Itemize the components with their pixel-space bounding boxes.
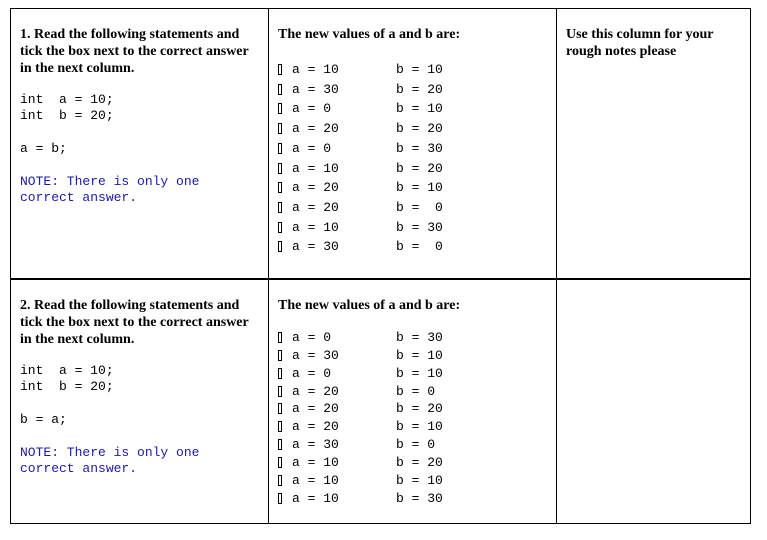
tick-box[interactable] [278, 163, 282, 174]
tick-box[interactable] [278, 64, 282, 75]
tick-box[interactable] [278, 222, 282, 233]
answer-option[interactable] [278, 101, 458, 117]
answer-option[interactable] [278, 62, 458, 78]
option-b-value: b = 30 [396, 330, 443, 345]
answer-option[interactable] [278, 161, 458, 177]
option-a-value: a = 20 [292, 180, 339, 195]
option-a-value: a = 10 [292, 220, 339, 235]
option-b-value: b = 0 [396, 239, 443, 254]
option-a-value: a = 20 [292, 200, 339, 215]
question-1-code-line-1: int a = 10; [20, 92, 114, 107]
tick-box[interactable] [278, 103, 282, 114]
option-b-value: b = 10 [396, 348, 443, 363]
question-1-answer-heading: The new values of a and b are: [278, 27, 461, 42]
option-b-value: b = 20 [396, 401, 443, 416]
tick-box[interactable] [278, 84, 282, 95]
answer-option[interactable] [278, 330, 458, 346]
question-1-code-line-2: int b = 20; [20, 108, 114, 123]
tick-box[interactable] [278, 350, 282, 361]
option-a-value: a = 0 [292, 366, 332, 381]
tick-box[interactable] [278, 332, 282, 343]
answer-option[interactable] [278, 180, 458, 196]
answer-option[interactable] [278, 401, 458, 417]
tick-box[interactable] [278, 403, 282, 414]
option-b-value: b = 20 [396, 121, 443, 136]
option-b-value: b = 30 [396, 220, 443, 235]
option-b-value: b = 0 [396, 437, 436, 452]
option-a-value: a = 20 [292, 419, 339, 434]
question-2-answer-heading: The new values of a and b are: [278, 298, 461, 313]
answer-option[interactable] [278, 455, 458, 471]
tick-box[interactable] [278, 241, 282, 252]
tick-box[interactable] [278, 493, 282, 504]
tick-box[interactable] [278, 421, 282, 432]
tick-box[interactable] [278, 143, 282, 154]
option-b-value: b = 0 [396, 200, 443, 215]
tick-box[interactable] [278, 386, 282, 397]
question-2-code-line-2: int b = 20; [20, 379, 114, 394]
tick-box[interactable] [278, 202, 282, 213]
option-b-value: b = 20 [396, 161, 443, 176]
option-a-value: a = 30 [292, 348, 339, 363]
answer-option[interactable] [278, 239, 458, 255]
answer-option[interactable] [278, 141, 458, 157]
option-a-value: a = 10 [292, 161, 339, 176]
option-b-value: b = 30 [396, 491, 443, 506]
question-2-statement: b = a; [20, 412, 67, 427]
option-b-value: b = 20 [396, 82, 443, 97]
option-b-value: b = 30 [396, 141, 443, 156]
tick-box[interactable] [278, 457, 282, 468]
question-1-note-line-1: NOTE: There is only one [20, 174, 200, 189]
option-b-value: b = 10 [396, 62, 443, 77]
option-a-value: a = 10 [292, 473, 339, 488]
option-b-value: b = 10 [396, 180, 443, 195]
answer-option[interactable] [278, 473, 458, 489]
option-a-value: a = 30 [292, 437, 339, 452]
tick-box[interactable] [278, 439, 282, 450]
answer-option[interactable] [278, 366, 458, 382]
question-2-note-line-1: NOTE: There is only one [20, 445, 200, 460]
answer-option[interactable] [278, 419, 458, 435]
rough-notes-heading: Use this column for your rough notes please [566, 27, 714, 59]
question-1-note-line-2: correct answer. [20, 190, 138, 205]
option-b-value: b = 20 [396, 455, 443, 470]
answer-option[interactable] [278, 220, 458, 236]
option-a-value: a = 0 [292, 101, 332, 116]
question-1-statement: a = b; [20, 141, 67, 156]
option-b-value: b = 10 [396, 419, 443, 434]
tick-box[interactable] [278, 182, 282, 193]
question-1-prompt: 1. Read the following statements and tick the box next to the correct answer in the next column. [20, 27, 249, 76]
column-divider-1 [268, 8, 269, 524]
option-b-value: b = 10 [396, 101, 443, 116]
tick-box[interactable] [278, 123, 282, 134]
option-a-value: a = 10 [292, 455, 339, 470]
answer-option[interactable] [278, 82, 458, 98]
option-a-value: a = 10 [292, 491, 339, 506]
answer-option[interactable] [278, 348, 458, 364]
option-a-value: a = 20 [292, 401, 339, 416]
column-divider-2 [556, 8, 557, 524]
answer-option[interactable] [278, 384, 458, 400]
option-a-value: a = 30 [292, 82, 339, 97]
option-a-value: a = 10 [292, 62, 339, 77]
option-a-value: a = 0 [292, 141, 332, 156]
row-divider [10, 278, 751, 280]
option-a-value: a = 20 [292, 384, 339, 399]
option-a-value: a = 20 [292, 121, 339, 136]
answer-option[interactable] [278, 200, 458, 216]
question-2-code-line-1: int a = 10; [20, 363, 114, 378]
answer-option[interactable] [278, 491, 458, 507]
option-a-value: a = 30 [292, 239, 339, 254]
option-b-value: b = 10 [396, 366, 443, 381]
option-a-value: a = 0 [292, 330, 332, 345]
option-b-value: b = 10 [396, 473, 443, 488]
question-2-note-line-2: correct answer. [20, 461, 138, 476]
tick-box[interactable] [278, 475, 282, 486]
question-2-prompt: 2. Read the following statements and tick the box next to the correct answer in the next column. [20, 298, 249, 347]
answer-option[interactable] [278, 121, 458, 137]
option-b-value: b = 0 [396, 384, 436, 399]
tick-box[interactable] [278, 368, 282, 379]
answer-option[interactable] [278, 437, 458, 453]
